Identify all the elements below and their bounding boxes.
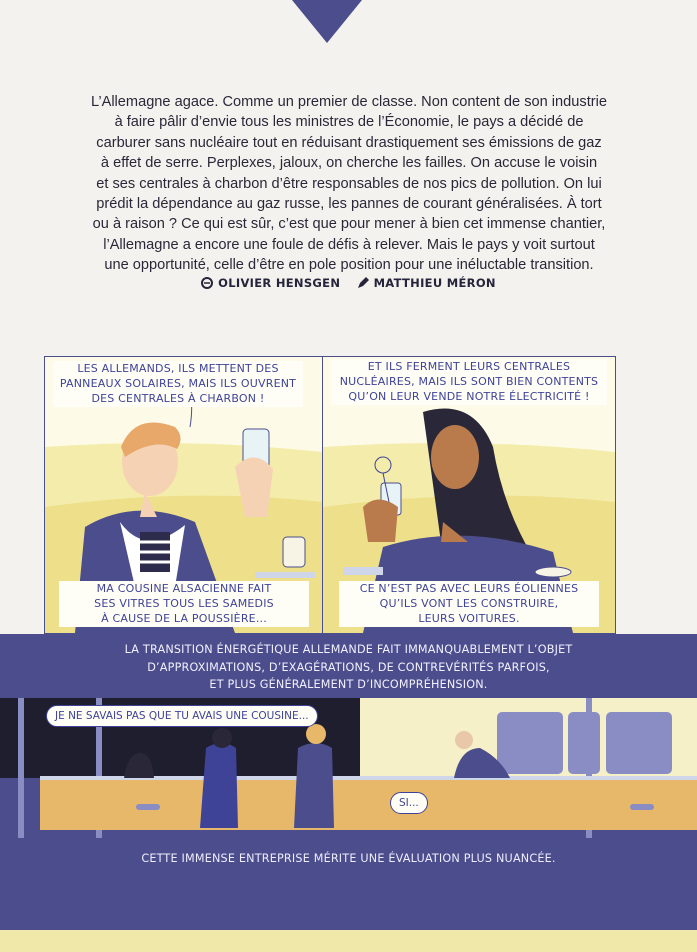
intro-line: et ses centrales à charbon d’être responsables de nos pics de pollution. On lui [96,175,602,192]
speech-bubble-si: SI... [390,792,428,814]
caption-line: QU’ON LEUR VENDE NOTRE ÉLECTRICITÉ ! [348,390,590,404]
caption-line: QU’ILS VONT LES CONSTRUIRE, [379,597,559,611]
caption-line: PANNEAUX SOLAIRES, MAIS ILS OUVRENT [59,377,297,391]
pencil-icon [357,277,369,289]
bottom-narration: CETTE IMMENSE ENTREPRISE MÉRITE UNE ÉVALUATION PLUS NUANCÉE. [141,852,556,865]
intro-line: prédit la dépendance au gaz russe, les pannes de courant généralisées. À tort [96,196,602,213]
author-credit [201,276,340,290]
caption-line: CE N’EST PAS AVEC LEURS ÉOLIENNES [359,582,579,595]
illustrator-credit [357,276,496,290]
panel-right-bottom-caption [339,581,599,627]
top-triangle-ornament [0,0,697,60]
intro-line: l’Allemagne a encore une foule de défis à relever. Mais le pays y voit surtout [103,236,595,253]
panel-left-top-caption [53,361,303,407]
comic-panel-right [322,356,616,634]
intro-line: à effet de serre. Perplexes, jaloux, on cherche les failles. On accuse le voisin [100,155,598,172]
caption-line: LES ALLEMANDS, ILS METTENT DES [77,362,279,375]
intro-line: L’Allemagne agace. Comme un premier de classe. Non content de son industrie [91,94,607,110]
band-line: D’APPROXIMATIONS, D’EXAGÉRATIONS, DE CONTREVÉRITÉS PARFOIS, [147,660,550,674]
caption-line: NUCLÉAIRES, MAIS ILS SONT BIEN CONTENTS [339,375,599,389]
caption-line: À CAUSE DE LA POUSSIÈRE... [101,612,267,626]
caption-line: LEURS VOITURES. [418,612,520,626]
caption-line: ET ILS FERMENT LEURS CENTRALES [367,360,571,373]
intro-paragraph [40,92,658,276]
panel-right-top-caption [331,359,607,405]
speech-bubble-cousin: JE NE SAVAIS PAS QUE TU AVAIS UNE COUSINE... [46,705,318,727]
author-name: OLIVIER HENSGEN [218,276,341,290]
speech-bubble-icon [201,277,213,289]
intro-line: une opportunité, celle d’être en pole position pour une inéluctable transition. [104,257,594,274]
comic-panel-left [44,356,324,634]
intro-line: à faire pâlir d’envie tous les ministres de l’Économie, le pays a décidé de [114,114,584,131]
caption-line: SES VITRES TOUS LES SAMEDIS [94,597,274,611]
illustrator-name: MATTHIEU MÉRON [373,276,496,290]
caption-line: DES CENTRALES À CHARBON ! [91,392,265,406]
panel-left-bottom-caption [59,581,309,627]
caption-line: MA COUSINE ALSACIENNE FAIT [96,582,272,595]
band-line: ET PLUS GÉNÉRALEMENT D’INCOMPRÉHENSION. [209,678,488,691]
intro-line: ou à raison ? Ce qui est sûr, c’est que pour mener à bien cet immense chantier, [92,216,606,233]
intro-line: carburer sans nucléaire tout en réduisant drastiquement ses émissions de gaz [96,134,602,151]
bar-scene-art [0,698,697,952]
credits [0,276,697,292]
band-line: LA TRANSITION ÉNERGÉTIQUE ALLEMANDE FAIT IMMANQUABLEMENT L’OBJET [124,643,573,656]
narration-band-text [40,641,657,694]
